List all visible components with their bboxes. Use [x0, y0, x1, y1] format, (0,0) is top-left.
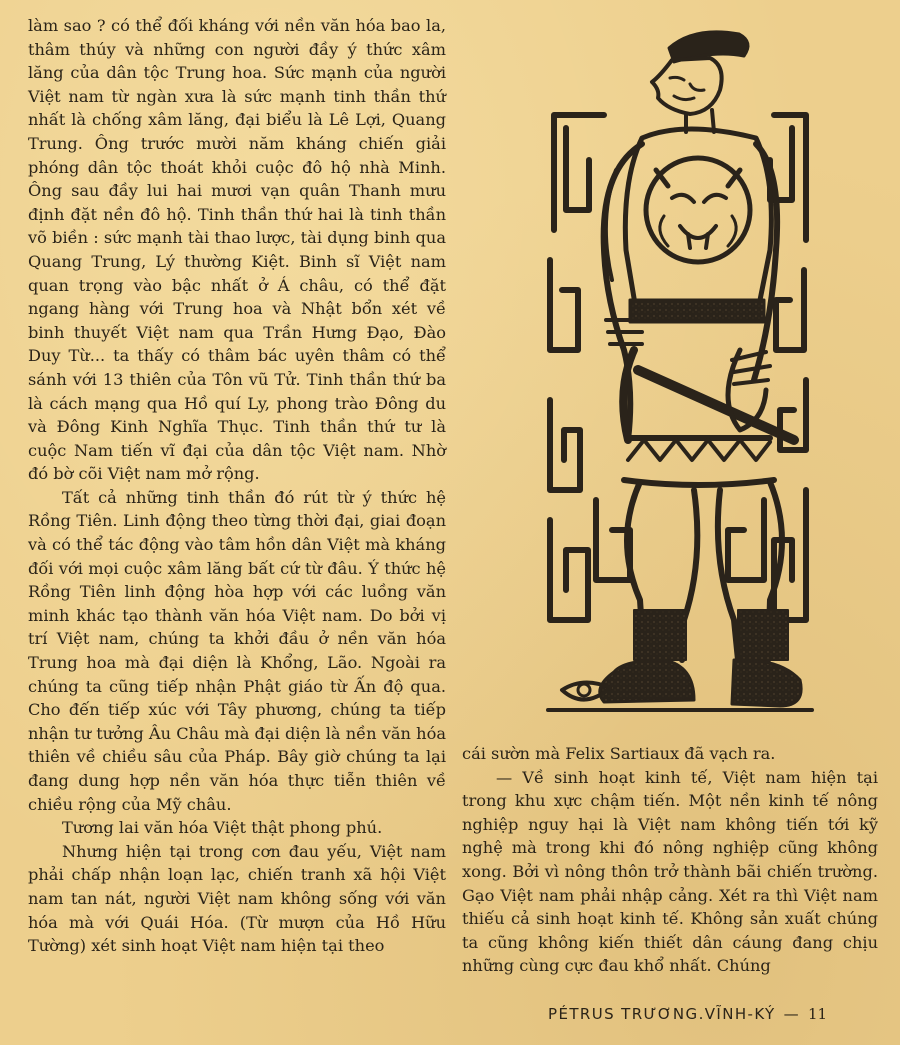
left-text-column — [28, 14, 446, 958]
page-footer — [548, 1001, 878, 1027]
paragraph-present-crisis: Nhưng hiện tại trong cơn đau yếu, Việt nam phải chấp nhận loạn lạc, chiến tranh xã hội Việt nam tan nát, người Việt nam không sống với văn hóa mà với Quái Hóa. (Từ mượn của Hồ Hữu Tường) xét sinh hoạt Việt nam hiện tại theo — [28, 841, 446, 956]
paragraph-four-spirits: làm sao ? có thể đối kháng với nền văn hóa bao la, thâm thúy và những con người đầy ý thức xâm lăng của dân tộc Trung hoa. Sức mạnh của người Việt nam từ ngàn xưa là sức mạnh tinh thần thứ nhất là chống xâm lăng, đại biểu là Lê Lợi, Quang Trung. Ông trước mười năm kháng chiến giải phóng dân tộc thoát khỏi cuộc đô hộ nhà Minh. Ông sau đầy lui hai mươi vạn quân Thanh mưu định đặt nền đô hộ. Tinh thần thứ hai là tinh thần võ biền : sức mạnh tài thao lược, tài dụng binh qua Quang Trung, Lý thường Kiệt. Binh sĩ Việt nam quan trọng vào bậc nhất ở Á châu, có thể đặt ngang hàng với Trung hoa và Nhật bổn xét về binh thuyết Việt nam qua Trần Hưng Đạo, Đào Duy Từ... ta thấy có thâm bác uyên thâm có thể sánh với 13 thiên của Tôn vũ Tử. Tinh thần thứ ba là cách mạng qua Hồ quí Ly, phong trào Đông du và Đông Kinh Nghĩa Thục. Tinh thần thứ tư là cuộc Nam tiến vĩ đại của dân tộc Việt nam. Nhờ đó bờ cõi Việt nam mở rộng. — [28, 16, 446, 484]
right-text-column — [462, 742, 878, 978]
page-number: 11 — [808, 1005, 828, 1023]
footer-dash: — — [783, 1005, 801, 1023]
running-title: PÉTRUS TRƯƠNG.VĨNH-KÝ — [548, 1005, 776, 1023]
paragraph-economy: — Về sinh hoạt kinh tế, Việt nam hiện tại trong khu xực chậm tiến. Một nền kinh tế nông nghiệp nguy hại là Việt nam không tiến tới kỹ nghệ mà trong khi đó nông nghiệp cũng không xong. Bởi vì nông thôn trở thành bãi chiến trường. Gạo Việt nam phải nhập cảng. Xét ra thì Việt nam thiếu cả sinh hoạt kinh tế. Không sản xuất chúng ta cũng không kiến thiết dân cáung đang chịu những cùng cực đau khổ nhất. Chúng — [462, 767, 878, 976]
paragraph-dragon-fairy-ideology: Tất cả những tinh thần đó rút từ ý thức hệ Rồng Tiên. Linh động theo từng thời đại, giai đoạn và có thể tác động vào tâm hồn dân Việt mà kháng đối với mọi cuộc xâm lăng bất cứ từ đâu. Ý thức hệ Rồng Tiên linh động hòa hợp với các luồng văn minh khác tạo thành văn hóa Việt nam. Do bởi vị trí Việt nam, chúng ta khởi đầu ở nền văn hóa Trung hoa mà đại diện là Khổng, Lão. Ngoài ra chúng ta cũng tiếp nhận Phật giáo từ Ấn độ qua. Cho đến tiếp xúc với Tây phương, chúng ta tiếp nhận tư tưởng Âu Châu mà đại diện là nền văn hóa thiên về chiều sâu của Pháp. Bây giờ chúng ta lại đang dung hợp nền văn hóa thực tiễn thiên về chiều rộng của Mỹ châu. — [28, 487, 446, 814]
paragraph-future-culture: Tương lai văn hóa Việt thật phong phú. — [62, 818, 383, 838]
paragraph-framework-ref: cái sườn mà Felix Sartiaux đã vạch ra. — [462, 744, 776, 763]
warrior-woodcut-illustration — [544, 20, 814, 716]
